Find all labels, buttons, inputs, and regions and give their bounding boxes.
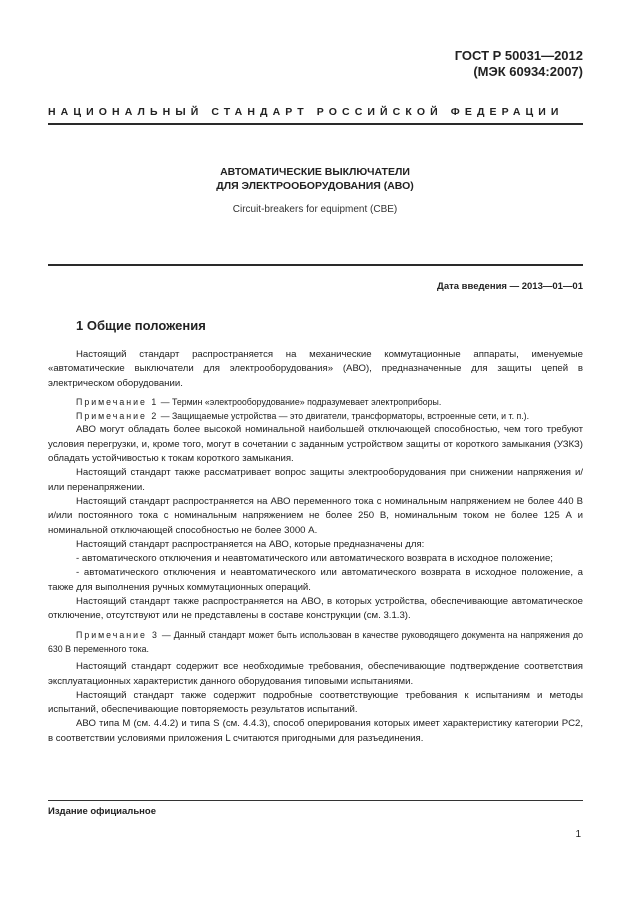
page-number: 1 [575, 829, 581, 840]
paragraph: Настоящий стандарт также содержит подробные соответствующие требования к испытаниям и методы испытаний, обеспечивающие повторяемость результатов испытаний. [48, 689, 583, 716]
note-text: — Данный стандарт может быть использован в качестве руководящего документа на напряжения до 630 В переменного тока. [48, 629, 583, 654]
edition-label: Издание официальное [48, 806, 156, 817]
header-rule [48, 123, 583, 125]
document-title [0, 165, 630, 193]
list-item: - автоматического отключения и неавтоматического или автоматического возврата в исходное положение; [76, 553, 553, 565]
note [48, 395, 583, 409]
title-line-2: ДЛЯ ЭЛЕКТРООБОРУДОВАНИЯ (АВО) [216, 180, 414, 192]
section-title: 1 Общие положения [76, 318, 206, 333]
paragraph: Настоящий стандарт распространяется на АВО, которые предназначены для: [76, 538, 425, 550]
introduction-date: Дата введения — 2013—01—01 [437, 281, 583, 292]
paragraph: Настоящий стандарт распространяется на АВО переменного тока с номинальным напряжением не более 440 В и/или постоянного тока с номинальным напряжением не более 250 В, номинальным током не более 125 А и номинальной отключающей способностью не более 3000 А. [48, 495, 583, 536]
document-body [48, 348, 583, 746]
paragraph: АВО типа М (см. 4.4.2) и типа S (см. 4.4.3), способ оперирования которых имеет характеристику категории РС2, в соответствии условиями приложения L считаются пригодными для разъединения. [48, 718, 583, 744]
national-standard-heading: НАЦИОНАЛЬНЫЙ СТАНДАРТ РОССИЙСКОЙ ФЕДЕРАЦИИ [48, 106, 564, 118]
note [48, 409, 583, 423]
standard-code-block [455, 48, 583, 80]
note [48, 628, 583, 657]
note-label: Примечание 1 [76, 396, 159, 407]
footer-rule [48, 800, 583, 801]
paragraph: Настоящий стандарт также распространяется на АВО, в которых устройства, обеспечивающие автоматическое отключение, отсутствуют или не представлены в составе конструкции (см. 3.1.3). [48, 596, 583, 622]
title-line-1: АВТОМАТИЧЕСКИЕ ВЫКЛЮЧАТЕЛИ [220, 166, 410, 178]
paragraph: Настоящий стандарт также рассматривает вопрос защиты электрооборудования при снижении напряжения и/или перенапряжении. [48, 467, 583, 493]
paragraph: Настоящий стандарт распространяется на механические коммутационные аппараты, именуемые «автоматические выключатели для электрооборудования» (АВО), предназначенные для защиты цепей в электрическом оборудовании. [48, 349, 583, 389]
iec-code: (МЭК 60934:2007) [473, 64, 583, 79]
title-rule [48, 264, 583, 266]
english-title: Circuit-breakers for equipment (CBE) [232, 204, 398, 215]
note-text: — Защищаемые устройства — это двигатели, трансформаторы, встроенные сети, и т. п.). [158, 411, 530, 422]
gost-code: ГОСТ Р 50031—2012 [454, 48, 583, 63]
paragraph: Настоящий стандарт содержит все необходимые требования, обеспечивающие подтверждение соответствия эксплуатационных характеристик данного оборудования типовыми испытаниями. [48, 661, 583, 687]
note-text: — Термин «электрооборудование» подразумевает электроприборы. [158, 396, 442, 407]
list-item: - автоматического отключения и неавтоматического или автоматического возврата в исходное положение, а также для выполнения ручных коммутационных операций. [48, 567, 583, 593]
note-label: Примечание 2 [76, 411, 159, 422]
paragraph: АВО могут обладать более высокой номинальной наибольшей отключающей способностью, чем того требуют условия перегрузки, и, кроме того, могут в сочетании с заданным устройством защиты от короткого замыкания (УЗКЗ) обладать устойчивостью к токам короткого замыкания. [48, 424, 583, 465]
note-label: Примечание 3 [76, 629, 159, 640]
